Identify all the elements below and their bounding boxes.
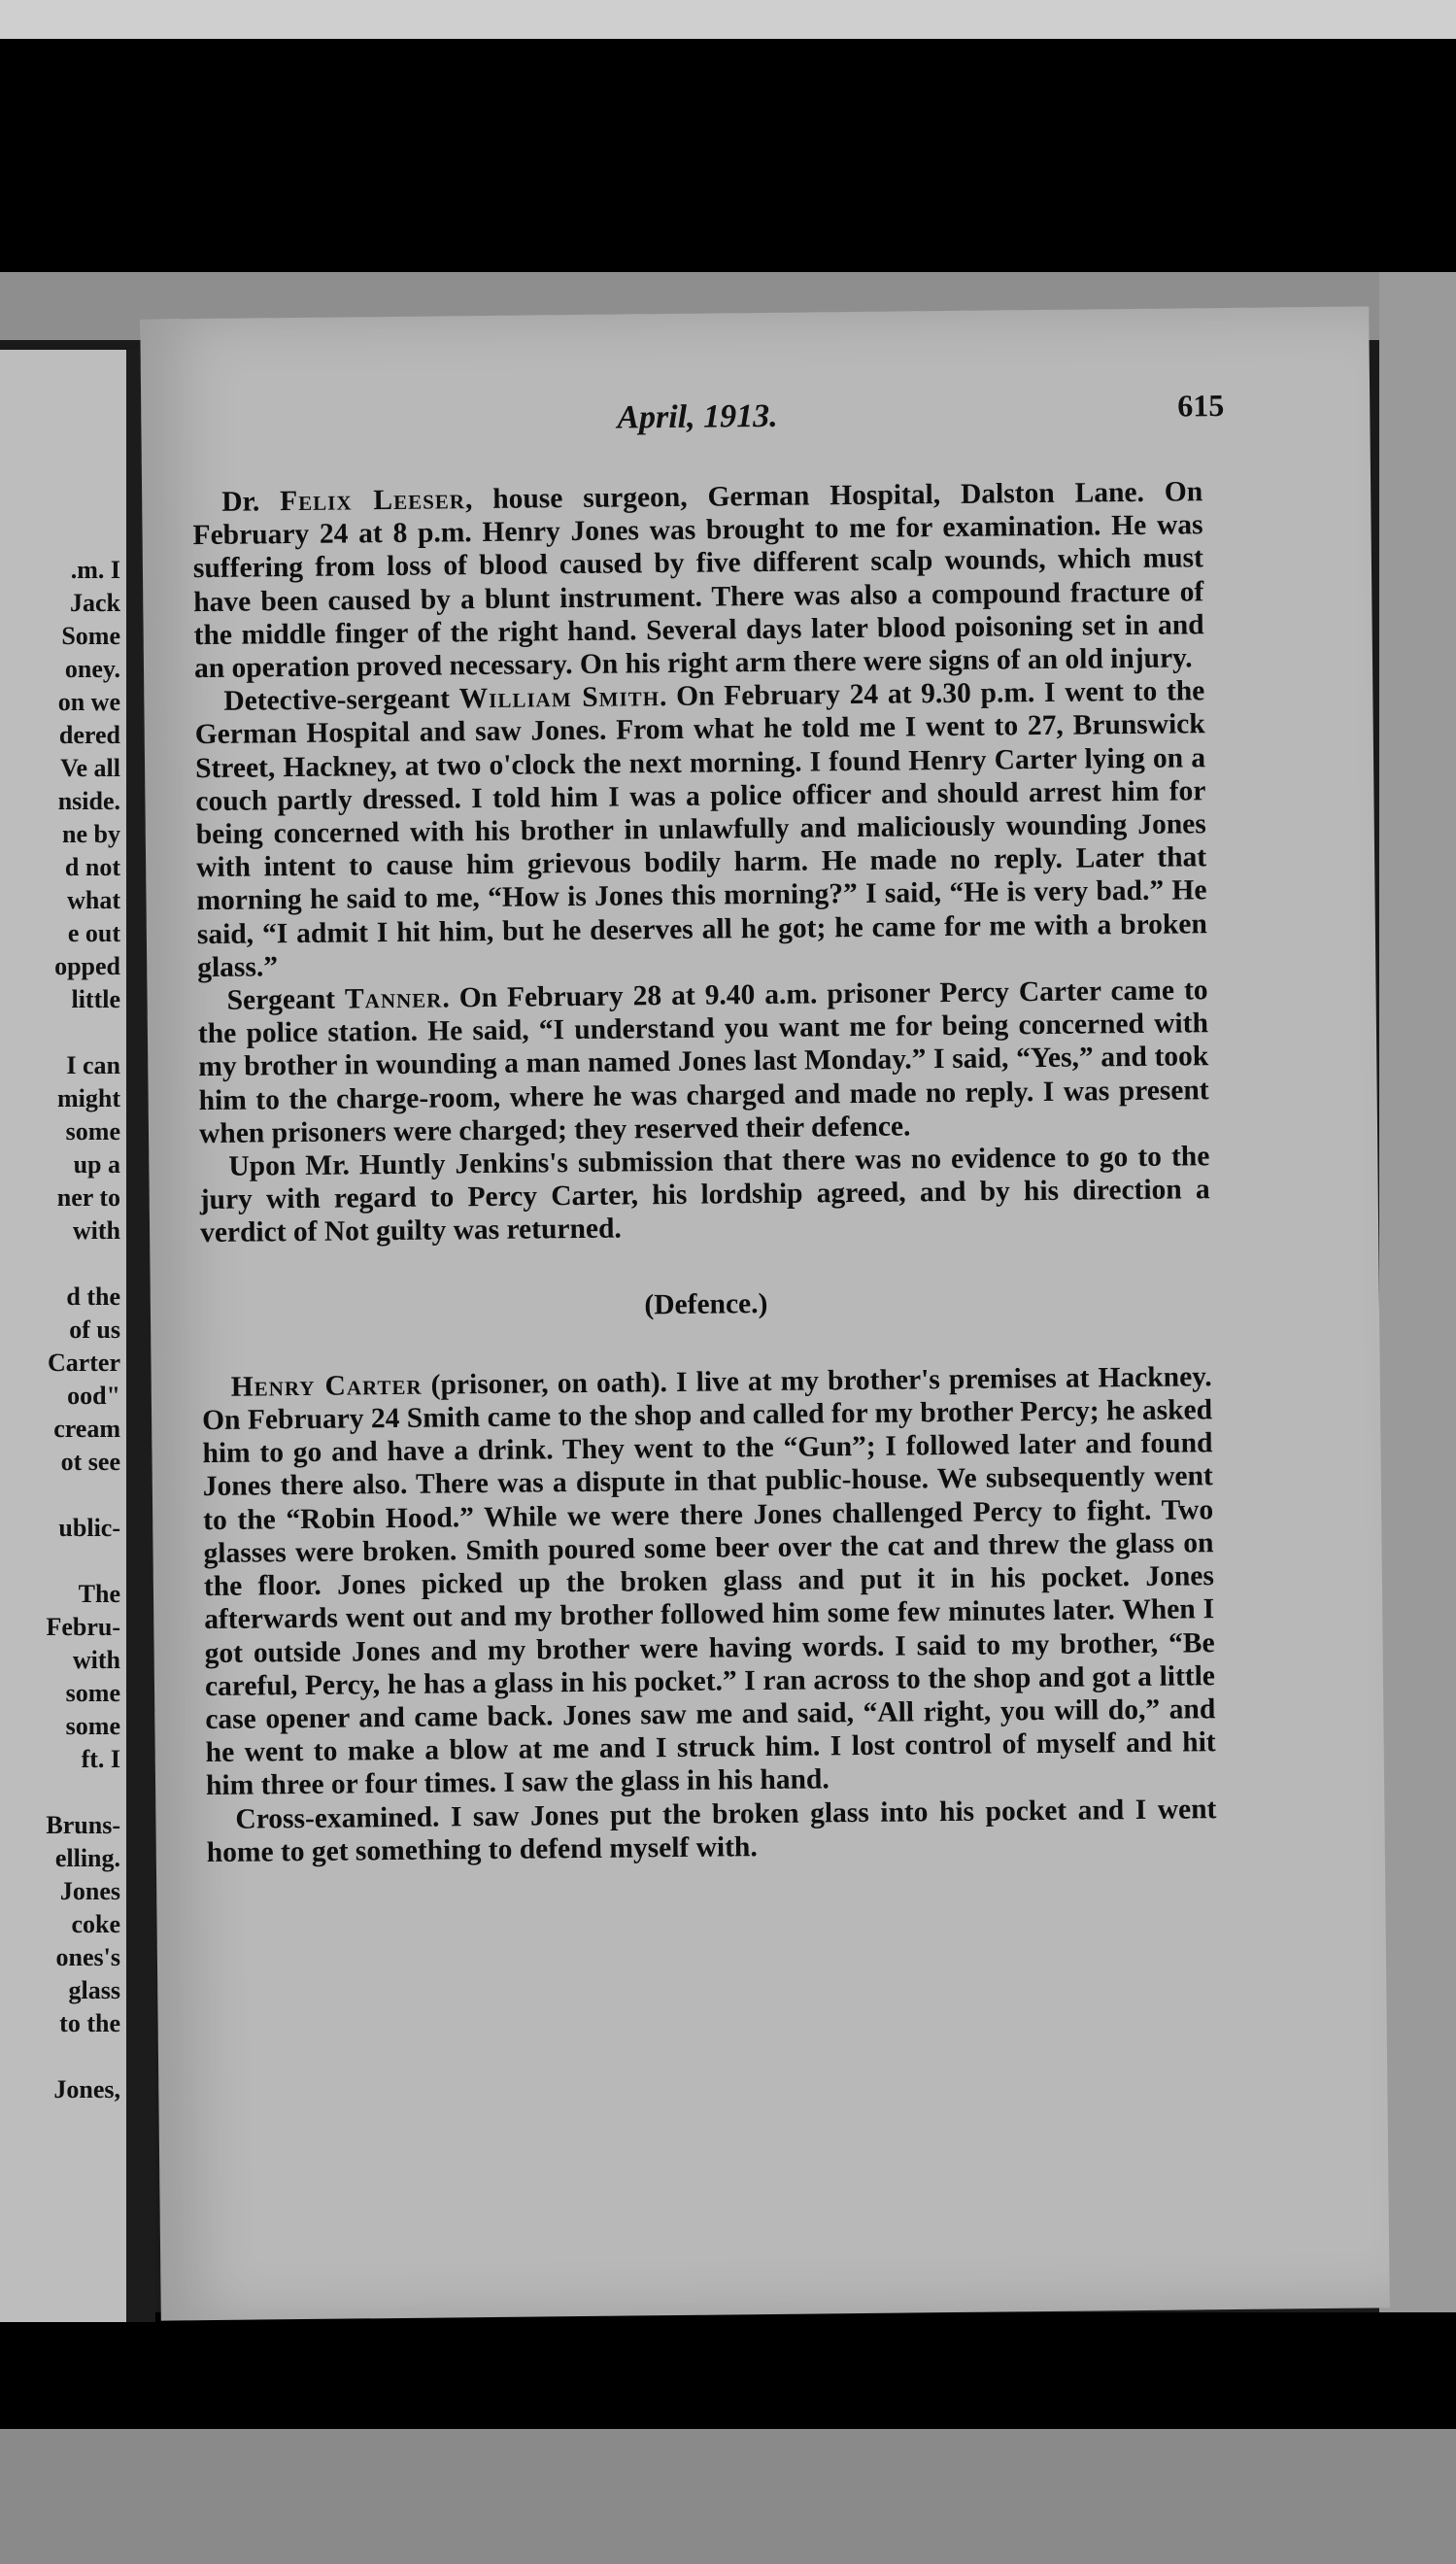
left-page-fragment [0, 350, 126, 2322]
left-page-line: coke [71, 1910, 120, 1938]
left-page-line: cream [53, 1415, 120, 1443]
left-page-line: with [72, 1216, 120, 1245]
paragraph [197, 974, 1209, 1150]
left-page-line: I can [66, 1051, 120, 1079]
page-date: April, 1913. [617, 397, 778, 436]
left-page-line: some [65, 1117, 120, 1145]
paragraph-text: . On February 24 at 9.30 p.m. I went to the German Hospital and saw Jones. From what he told me I went to 27, Brunswick Street, Hackney, at two o'clock the next morning. I found Henry Carter lying on a couch partly dressed. I told him I was a police officer and should arrest him for being concerned with his brother in unlawfully and maliciously wounding Jones with intent to cause him grievous bodily harm. He made no reply. Later that morning he said to me, “How is Jones this morning?” I said, “He is very bad.” He said, “I admit I hit him, but he deserves all he got; he came for me with a broken glass.” [194, 675, 1207, 983]
left-page-line: might [57, 1084, 120, 1112]
left-page-line: Jones [59, 1877, 120, 1905]
paragraph [206, 1793, 1217, 1869]
left-page-line: ner to [56, 1183, 120, 1212]
left-page-line: ft. I [81, 1745, 120, 1773]
left-page-line: ones's [55, 1943, 120, 1971]
bottom-grey-band [0, 2429, 1456, 2564]
right-edge [1379, 272, 1456, 2507]
paragraph-lead: Dr. [221, 486, 281, 518]
paragraph-text: (prisoner, on oath). I live at my brother's premises at Hackney. On February 24 Smith came to the shop and called for my brother Percy; he asked him to go and have a drink. They went to the “Gun”; I followed later and found Jones there also. There was a dispute in that public-house. We subsequently went to the “Robin Hood.” While we were there Jones challenged Percy to fight. Two glasses were broken. Smith poured some beer over the cat and threw the glass on the floor. Jones picked up the broken glass and put it in his pocket. Jones afterwards went out and my brother followed him some few minutes later. When I got outside Jones and my brother were having words. I said to my brother, “Be careful, Percy, he has a glass in his pocket.” I ran across to the shop and got a little case opener and came back. Jones saw me and said, “All right, you will do,” and he went to make a blow at me and I struck him. I lost control of myself and hit him three or four times. I saw the glass in his hand. [201, 1361, 1216, 1802]
left-page-line: some [65, 1679, 120, 1707]
left-page-line: to the [59, 2009, 120, 2037]
top-dark-band [0, 39, 1456, 282]
left-page-line: up a [73, 1150, 120, 1179]
left-page-line: glass [68, 1976, 120, 2004]
left-page-line: ublic- [58, 1514, 120, 1542]
book-page [140, 306, 1390, 2320]
left-page-line: what [67, 886, 120, 914]
left-page-line: ood" [67, 1382, 120, 1410]
left-page-line: Some [61, 622, 120, 650]
left-page-line: opped [54, 952, 120, 980]
left-page-line: d the [66, 1282, 120, 1311]
left-page-line: some [65, 1712, 120, 1740]
defence-paragraphs [202, 1360, 1217, 1869]
left-page-line: nside. [57, 787, 120, 815]
left-page-line: Bruns- [46, 1811, 120, 1839]
left-page-line: of us [69, 1316, 120, 1344]
left-page-line: oney. [64, 655, 120, 683]
bottom-dark-band [0, 2312, 1456, 2448]
left-page-line: elling. [54, 1844, 120, 1872]
left-page-line: .m. I [70, 556, 120, 584]
page-number: 615 [1177, 387, 1225, 424]
left-page-line: ne by [62, 820, 120, 848]
left-page-line: on we [57, 688, 120, 716]
left-page-line: little [71, 985, 120, 1013]
paragraph-text: Upon Mr. Huntly Jenkins's submission that there was no evidence to go to the jury with regard to Percy Carter, his lordship agreed, and by his direction a verdict of Not guilty was returned. [199, 1141, 1210, 1249]
witness-name: William Smith [458, 681, 660, 715]
paragraph [194, 674, 1207, 984]
left-page-line: Febru- [46, 1613, 120, 1641]
paragraph-text: . On February 28 at 9.40 a.m. prisoner Percy Carter came to the police station. He said, “I understand you want me for being concerned with my brother in wounding a man named Jones last Monday.” I said, “Yes,” and took him to the charge-room, where he was charged and made no reply. I was present when prisoners were charged; they reserved their defence. [197, 974, 1209, 1149]
paragraph-lead: Sergeant [226, 983, 346, 1016]
left-page-line: dered [58, 721, 120, 749]
page-body [192, 475, 1217, 1869]
left-page-line: ot see [60, 1448, 120, 1476]
left-page-line: Carter [47, 1349, 120, 1377]
left-page-line: Jones, [53, 2075, 120, 2103]
witness-name: Felix Leeser [280, 484, 466, 518]
left-page-line: Jack [70, 589, 120, 617]
paragraph-text: Cross-examined. I saw Jones put the broken glass into his pocket and I went home to get something to defend myself with. [206, 1793, 1217, 1868]
paragraph-lead: Detective-sergeant [223, 683, 459, 718]
paragraph-text: , house surgeon, German Hospital, Dalston Lane. On February 24 at 8 p.m. Henry Jones was brought to me for examination. He was suffering from loss of blood caused by five different scalp wounds, which must have been caused by a blunt instrument. There was also a compound fracture of the middle finger of the right hand. Several days later blood poisoning set in and an operation proved necessary. On his right arm there were signs of an old injury. [192, 476, 1204, 685]
paragraph [202, 1360, 1217, 1803]
paragraph [199, 1140, 1210, 1249]
running-header [141, 387, 1370, 453]
witness-name: Henry Carter [230, 1369, 423, 1403]
paragraph [192, 475, 1204, 685]
left-page-line: d not [64, 853, 120, 881]
witness-name: Tanner [344, 982, 443, 1015]
left-page-line: Ve all [60, 754, 120, 782]
left-page-line: e out [67, 919, 120, 947]
left-page-line: The [78, 1580, 120, 1608]
section-heading: (Defence.) [644, 1287, 768, 1320]
left-page-line: with [72, 1646, 120, 1674]
testimony-paragraphs [192, 475, 1210, 1250]
